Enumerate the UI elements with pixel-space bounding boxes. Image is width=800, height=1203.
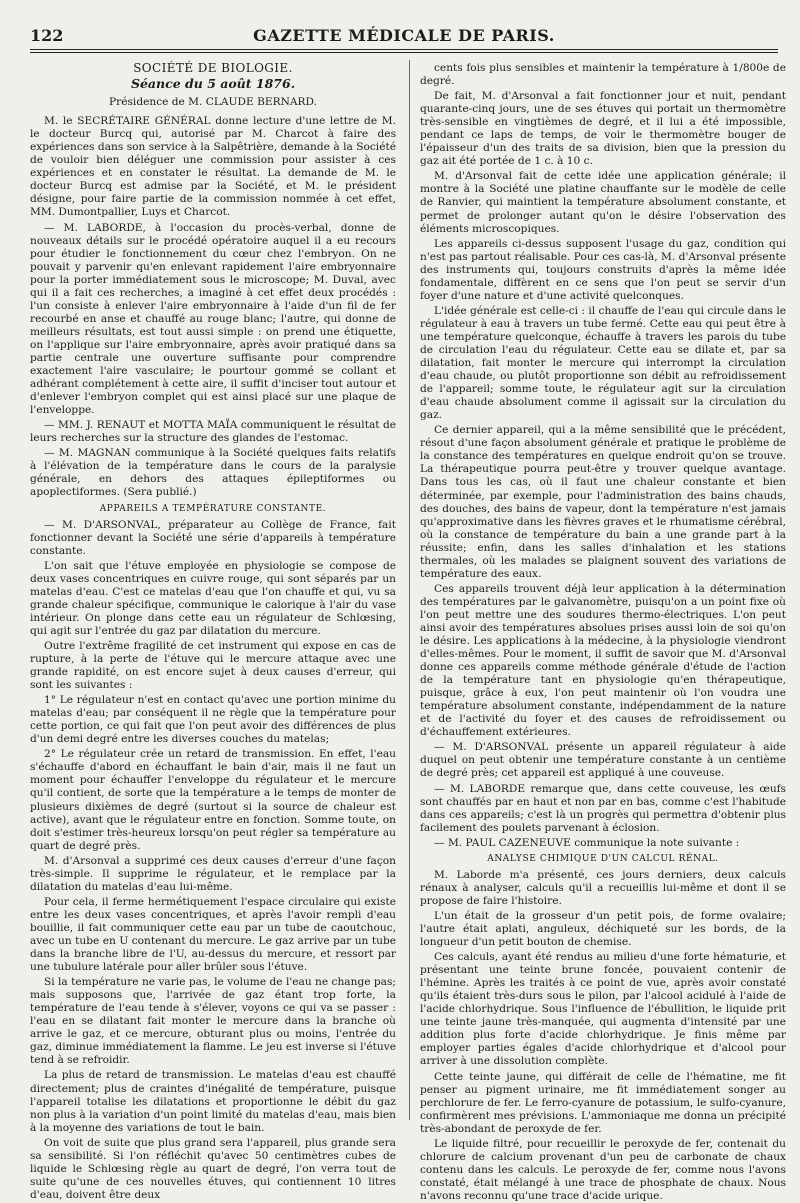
paragraph: De fait, M. d'Arsonval a fait fonctionner jour et nuit, pendant quarante-cinq jours, une de ses étuves qui portait un thermomètre très-sensible en vingtièmes de degré, et il lui a été impossible, pendant ce laps de temps, de voir le thermomètre bouger de l'épaisseur d'un des traits de sa division, bien que la pression du gaz ait été portée de 1 c. à 10 c. <box>420 90 786 168</box>
paragraph: Ce dernier appareil, qui a la même sensibilité que le précédent, résout d'une façon absolument générale et pratique le problème de la constance des températures en quelque endroit qu'on se trouve. La thérapeutique pourra peut-être y trouver quelque avantage. Dans tous les cas, où il faut une chaleur constante et bien déterminée, par exemple, pour l'administration des bains chauds, des douches, des bains de vapeur, dont la température n'est jamais qu'approximative dans les fièvres graves et le rhumatisme cérébral, où la constance de température du bain a une grande part à la réussite; enfin, dans les salles d'inhalation et les stations thermales, où les malades se plaignent souvent des variations de température des eaux. <box>420 424 786 580</box>
header-rule-secondary <box>30 52 778 53</box>
paragraph: — M. MAGNAN communique à la Société quelques faits relatifs à l'élévation de la température dans le cours de la paralysie générale, en dehors des attaques épileptiformes ou apoplectiformes. (Sera publié.) <box>30 447 396 499</box>
paragraph: M. d'Arsonval fait de cette idée une application générale; il montre à la Société une platine chauffante sur le modèle de celle de Ranvier, qui maintient la température absolument constante, et permet de prolonger autant qu'on le désire l'observation des éléments microscopiques. <box>420 170 786 235</box>
paragraph: L'un était de la grosseur d'un petit pois, de forme ovalaire; l'autre était aplati, anguleux, déchiqueté sur les bords, de la longueur d'un petit bouton de chemise. <box>420 909 786 949</box>
presidence-line: Présidence de M. CLAUDE BERNARD. <box>109 96 317 109</box>
paragraph: L'idée générale est celle-ci : il chauffe de l'eau qui circule dans le régulateur à eau à travers un tube fermé. Cette eau qui peut être à une température quelconque, échauffe à travers les parois du tube de circulation l'eau du régulateur. Cette eau se dilate et, par sa dilatation, fait monter le mercure qui interrompt la circulation d'eau chaude, ou plutôt proportionne son débit au refroidissement de l'appareil; somme toute, le régulateur agit sur la circulation d'eau chaude absolument comme il agissait sur la circulation du gaz. <box>420 304 786 422</box>
paragraph: — M. LABORDE remarque que, dans cette couveuse, les œufs sont chauffés par en haut et non par en bas, comme c'est l'habitude dans ces appareils; c'est là un progrès qui permettra d'obtenir plus facilement des poulets parvenant à éclosion. <box>420 782 786 834</box>
paragraph: 2° Le régulateur crée un retard de transmission. En effet, l'eau s'échauffe d'abord en échauffant le bain d'air, mais il ne faut un moment pour échauffer l'enveloppe du régulateur et le mercure qu'il contient, de sorte que la température a le temps de monter de plusieurs dixièmes de degré (surtout si la source de chaleur est active), avant que le régulateur entre en fonction. Somme toute, on doit s'estimer très-heureux lorsqu'on peut régler sa température au quart de degré près. <box>30 748 396 852</box>
left-column <box>30 61 396 1201</box>
paragraph: Pour cela, il ferme hermétiquement l'espace circulaire qui existe entre les deux vases concentriques, et après l'avoir rempli d'eau bouillie, il fait communiquer cette eau par un tube de caoutchouc, avec un tube en U contenant du mercure. Le gaz arrive par un tube dans la branche libre de l'U, au-dessus du mercure, et ressort par une tubulure latérale pour aller brûler sous l'étuve. <box>30 895 396 974</box>
journal-title: GAZETTE MÉDICALE DE PARIS. <box>253 26 555 45</box>
column-divider <box>409 60 410 1120</box>
paragraph: L'on sait que l'étuve employée en physiologie se compose de deux vases concentriques en cuivre rouge, qui sont séparés par un matelas d'eau. C'est ce matelas d'eau que l'on chauffe et qui, vu sa grande chaleur spécifique, communique le calorique à l'air du vase intérieur. On plonge dans cette eau un régulateur de Schlœsing, qui agit sur l'entrée du gaz par dilatation du mercure. <box>30 559 396 637</box>
page-header <box>30 26 778 48</box>
paragraph: M. le SECRÉTAIRE GÉNÉRAL donne lecture d'une lettre de M. le docteur Burcq qui, autorisé par M. Charcot à faire des expériences dans son service à la Salpêtrière, demande à la Société de vouloir bien déléguer une commission pour assister à ces expériences et en constater le résultat. La demande de M. le docteur Burcq est admise par la Société, et M. le président désigne, pour faire partie de la commission nommée à cet effet, MM. Dumontpallier, Luys et Charcot. <box>30 115 396 219</box>
paragraph: Les appareils ci-dessus supposent l'usage du gaz, condition qui n'est pas partout réalisable. Pour ces cas-là, M. d'Arsonval présente des instruments qui, toujours construits d'après la même idée fondamentale, diffèrent en ce sens que l'on peut se servir d'un foyer d'une nature et d'une activité quelconques. <box>420 237 786 302</box>
paragraph: La plus de retard de transmission. Le matelas d'eau est chauffé directement; plus de craintes d'inégalité de température, puisque l'appareil totalise les dilatations et proportionne le débit du gaz non plus à la variation d'un point limité du matelas d'eau, mais bien à la moyenne des variations de tout le bain. <box>30 1069 396 1134</box>
seance-title: Séance du 5 août 1876. <box>130 76 296 92</box>
page-number: 122 <box>30 26 64 45</box>
paragraph: Cette teinte jaune, qui différait de celle de l'hématine, me fit penser au pigment urinaire, me fit immédiatement songer au perchlorure de fer. Le ferro-cyanure de potassium, le sulfo-cyanure, confirmèrent mes prévisions. L'ammoniaque me donna un précipité très-abondant de peroxyde de fer. <box>420 1070 786 1135</box>
paragraph: — M. D'ARSONVAL présente un appareil régulateur à aide duquel on peut obtenir une température constante à un centième de degré près; cet appareil est appliqué à une couveuse. <box>420 741 786 780</box>
paragraph: Si la température ne varie pas, le volume de l'eau ne change pas; mais supposons que, l'arrivée de gaz étant trop forte, la température de l'eau tende à s'élever, voyons ce qui va se passer : l'eau en se dilatant fait monter le mercure dans la branche où arrive le gaz, et ce mercure, obturant plus ou moins, l'entrée du gaz, diminue immédiatement la flamme. Le jeu est inverse si l'étuve tend à se refroidir. <box>30 976 396 1067</box>
paragraph: On voit de suite que plus grand sera l'appareil, plus grande sera sa sensibilité. Si l'on réfléchit qu'avec 50 centimètres cubes de liquide le Schlœsing règle au quart de degré, l'on verra tout de suite qu'une de ces nouvelles étuves, qui contiennent 10 litres d'eau, doivent être deux <box>30 1136 396 1201</box>
paragraph: Outre l'extrême fragilité de cet instrument qui expose en cas de rupture, à la perte de l'étuve qui le mercure attaque avec une grande rapidité, on est encore sujet à deux causes d'erreur, qui sont les suivantes : <box>30 639 396 692</box>
paragraph: M. d'Arsonval a supprimé ces deux causes d'erreur d'une façon très-simple. Il supprime le régulateur, et le remplace par la dilatation du matelas d'eau lui-même. <box>30 854 396 893</box>
society-title: SOCIÉTÉ DE BIOLOGIE. <box>133 61 293 75</box>
paragraph: — M. PAUL CAZENEUVE communique la note suivante : <box>434 836 740 849</box>
paragraph: Ces appareils trouvent déjà leur application à la détermination des températures par le galvanomètre, puisqu'on a un point fixe où l'on peut mettre une des soudures thermo-électriques. L'on peut ainsi avoir des températures absolues prises aussi loin de soi qu'on le désire. Les applications à la médecine, à la physiologie viendront d'elles-mêmes. Pour le moment, il suffit de savoir que M. d'Arsonval donne ces appareils comme méthode générale d'étude de l'action de la température tant en physiologie qu'en thérapeutique, puisque, grâce à eux, l'on peut maintenir où l'on voudra une température absolument constante, indépendamment de la nature et de l'activité du foyer et des causes de refroidissement ou d'échauffement extérieures. <box>420 582 786 739</box>
section-subheading: APPAREILS A TEMPÉRATURE CONSTANTE. <box>99 503 327 514</box>
paragraph: Le liquide filtré, pour recueillir le peroxyde de fer, contenait du chlorure de calcium provenant d'un peu de carbonate de chaux contenu dans les calculs. Le peroxyde de fer, comme nous l'avons constaté, était mélangé à une trace de phosphate de chaux. Nous n'avons reconnu qu'une trace d'acide urique. <box>420 1137 786 1202</box>
header-rule <box>30 49 778 50</box>
paragraph: M. Laborde m'a présenté, ces jours derniers, deux calculs rénaux à analyser, calculs qu'il a recueillis lui-même et dont il se propose de faire l'histoire. <box>420 868 786 907</box>
paragraph: Ces calculs, ayant été rendus au milieu d'une forte hématurie, et présentant une teinte brune foncée, pouvaient contenir de l'hémine. Après les traités à ce point de vue, après avoir constaté qu'ils étaient très-durs sous le pilon, par l'alcool acidulé à l'aide de l'acide chlorhydrique. Sous l'influence de l'ébullition, le liquide prit une teinte jaune très-manquée, qui augmenta d'intensité par une addition plus forte d'acide chlorhydrique. Je finis même par employer parties égales d'acide chlorhydrique et d'alcool pour arriver à une dissolution complète. <box>420 951 786 1068</box>
paragraph: — M. LABORDE, à l'occasion du procès-verbal, donne de nouveaux détails sur le procédé opératoire auquel il a eu recours pour étudier le fonctionnement du cœur chez l'embryon. On ne pouvait y parvenir qu'en enlevant rapidement l'aire embryonnaire pour la porter immédiatement sous le microscope; M. Duval, avec qui il a fait ces recherches, a imaginé à cet effet deux procédés : l'un consiste à enlever l'aire embryonnaire à l'aide d'un fil de fer recourbé en anse et chauffé au rouge blanc; l'autre, qui donne de meilleurs résultats, est tout aussi simple : on prend une étiquette, on l'applique sur l'aire embryonnaire, après avoir pratiqué dans sa partie centrale une ouverture suffisante pour comprendre exactement l'aire vasculaire; le pourtour gommé se collant et adhérant complétement à cette aire, il suffit d'inciser tout autour et d'enlever l'embryon complet qui est ainsi placé sur une plaque de l'enveloppe. <box>30 221 396 417</box>
paragraph: 1° Le régulateur n'est en contact qu'avec une portion minime du matelas d'eau; par conséquent il ne règle que la température pour cette portion, ce qui fait que l'on peut avoir des différences de plus d'un demi degré entre les diverses couches du matelas; <box>30 694 396 746</box>
paragraph: cents fois plus sensibles et maintenir la température à 1/800e de degré. <box>420 62 786 88</box>
right-column <box>420 62 786 1202</box>
paragraph: — MM. J. RENAUT et MOTTA MAÏA communiquent le résultat de leurs recherches sur la structure des glandes de l'estomac. <box>30 419 396 445</box>
paragraph: — M. D'ARSONVAL, préparateur au Collège de France, fait fonctionner devant la Société une série d'appareils à température constante. <box>30 518 396 557</box>
section-subheading: ANALYSE CHIMIQUE D'UN CALCUL RÉNAL. <box>487 853 719 864</box>
